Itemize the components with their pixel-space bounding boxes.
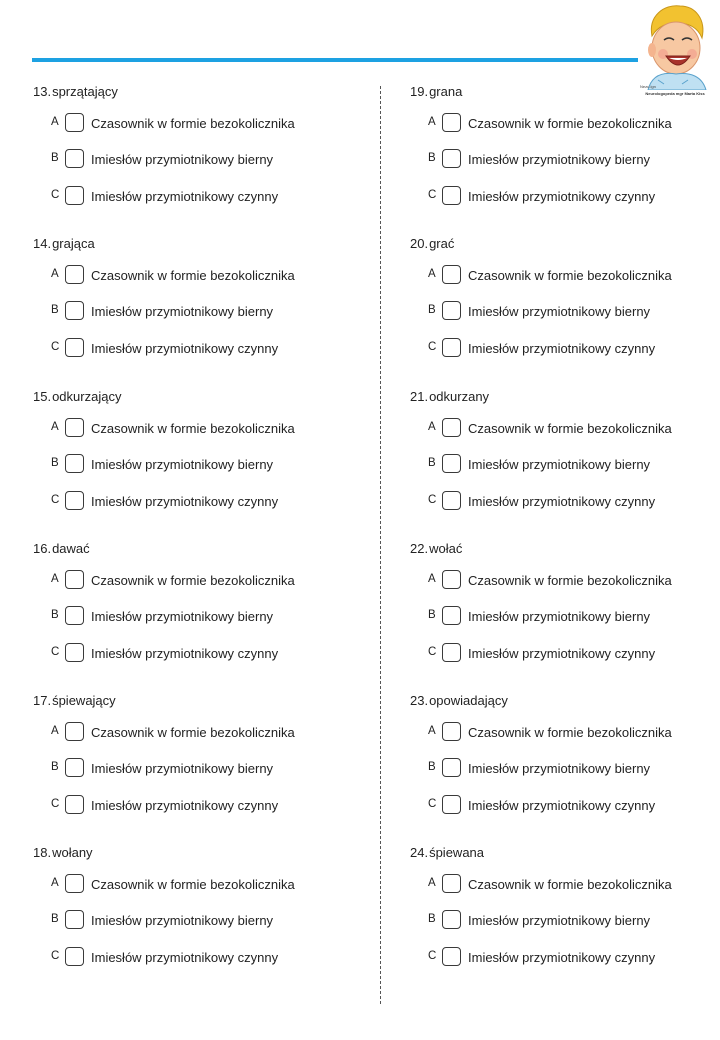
option-a bbox=[428, 265, 720, 287]
option-label: Imiesłów przymiotnikowy bierny bbox=[468, 913, 651, 929]
option-b bbox=[428, 910, 720, 932]
option-a bbox=[51, 113, 351, 135]
question-word: wołać bbox=[429, 540, 463, 556]
question-number: 15. bbox=[33, 388, 52, 404]
answer-checkbox[interactable] bbox=[442, 186, 461, 205]
question-title bbox=[410, 389, 489, 405]
option-letter: C bbox=[428, 950, 437, 963]
option-letter: A bbox=[428, 116, 436, 128]
option-letter: B bbox=[51, 761, 59, 774]
option-letter: C bbox=[51, 341, 60, 354]
option-label: Imiesłów przymiotnikowy bierny bbox=[91, 152, 274, 167]
question-14 bbox=[33, 236, 353, 388]
option-label: Imiesłów przymiotnikowy czynny bbox=[468, 950, 656, 966]
option-a bbox=[428, 570, 720, 592]
option-label: Czasownik w formie bezokolicznika bbox=[91, 877, 295, 893]
option-label: Czasownik w formie bezokolicznika bbox=[468, 877, 672, 893]
right-question-column bbox=[410, 84, 720, 998]
option-a bbox=[428, 722, 720, 744]
option-label: Imiesłów przymiotnikowy czynny bbox=[468, 798, 656, 814]
option-label: Imiesłów przymiotnikowy czynny bbox=[91, 798, 279, 814]
option-letter: B bbox=[51, 456, 59, 469]
option-letter: B bbox=[51, 304, 59, 317]
answer-checkbox[interactable] bbox=[65, 643, 84, 662]
option-label: Imiesłów przymiotnikowy bierny bbox=[468, 152, 651, 167]
answer-checkbox[interactable] bbox=[442, 722, 461, 741]
option-label: Czasownik w formie bezokolicznika bbox=[468, 420, 672, 436]
question-number: 14. bbox=[33, 236, 52, 252]
option-c bbox=[428, 491, 720, 513]
option-b bbox=[428, 149, 720, 171]
question-title bbox=[33, 845, 93, 861]
question-title bbox=[410, 84, 462, 100]
option-a bbox=[428, 874, 720, 896]
question-13 bbox=[33, 84, 353, 236]
option-letter: A bbox=[428, 725, 436, 738]
question-word: wołany bbox=[52, 845, 93, 861]
option-letter: B bbox=[428, 152, 436, 164]
answer-checkbox[interactable] bbox=[65, 418, 84, 437]
option-label: Czasownik w formie bezokolicznika bbox=[91, 572, 295, 588]
question-word: grająca bbox=[52, 236, 95, 252]
answer-checkbox[interactable] bbox=[65, 910, 84, 929]
option-label: Czasownik w formie bezokolicznika bbox=[91, 268, 295, 284]
question-word: sprzątający bbox=[52, 84, 118, 99]
answer-checkbox[interactable] bbox=[442, 491, 461, 510]
option-label: Imiesłów przymiotnikowy czynny bbox=[91, 645, 279, 661]
option-label: Imiesłów przymiotnikowy bierny bbox=[91, 304, 274, 320]
option-b bbox=[51, 758, 351, 780]
question-number: 23. bbox=[410, 693, 429, 709]
option-letter: B bbox=[428, 456, 436, 469]
question-word: grać bbox=[429, 236, 455, 252]
option-label: Czasownik w formie bezokolicznika bbox=[91, 420, 295, 436]
option-letter: A bbox=[428, 877, 436, 890]
option-b bbox=[428, 454, 720, 476]
question-word: odkurzający bbox=[52, 388, 122, 404]
question-title bbox=[410, 693, 508, 709]
question-number: 20. bbox=[410, 236, 429, 252]
answer-checkbox[interactable] bbox=[65, 454, 84, 473]
option-letter: A bbox=[51, 420, 59, 433]
option-letter: B bbox=[428, 913, 436, 926]
option-letter: A bbox=[51, 572, 59, 585]
question-19 bbox=[410, 84, 720, 236]
question-17 bbox=[33, 693, 353, 845]
column-divider bbox=[380, 86, 381, 1004]
option-b bbox=[51, 301, 351, 323]
option-label: Imiesłów przymiotnikowy bierny bbox=[91, 913, 274, 929]
option-letter: C bbox=[428, 341, 437, 354]
question-number: 22. bbox=[410, 540, 429, 556]
option-a bbox=[51, 874, 351, 896]
answer-checkbox[interactable] bbox=[442, 301, 461, 320]
question-number: 16. bbox=[33, 540, 52, 556]
answer-checkbox[interactable] bbox=[65, 947, 84, 966]
option-b bbox=[51, 606, 351, 628]
question-18 bbox=[33, 845, 353, 997]
question-title bbox=[33, 84, 118, 100]
option-letter: C bbox=[428, 493, 437, 506]
answer-checkbox[interactable] bbox=[442, 874, 461, 893]
answer-checkbox[interactable] bbox=[442, 910, 461, 929]
answer-checkbox[interactable] bbox=[442, 606, 461, 625]
answer-checkbox[interactable] bbox=[65, 491, 84, 510]
option-label: Imiesłów przymiotnikowy bierny bbox=[468, 456, 651, 472]
answer-checkbox[interactable] bbox=[65, 265, 84, 284]
option-b bbox=[51, 910, 351, 932]
option-letter: B bbox=[428, 761, 436, 774]
question-title bbox=[33, 389, 121, 405]
option-letter: C bbox=[51, 950, 60, 963]
option-label: Czasownik w formie bezokolicznika bbox=[468, 116, 672, 131]
option-label: Czasownik w formie bezokolicznika bbox=[91, 116, 295, 131]
question-15 bbox=[33, 389, 353, 541]
question-16 bbox=[33, 541, 353, 693]
option-label: Czasownik w formie bezokolicznika bbox=[468, 268, 672, 284]
answer-checkbox[interactable] bbox=[442, 149, 461, 168]
question-21 bbox=[410, 389, 720, 541]
question-number: 19. bbox=[410, 84, 429, 99]
header-accent-bar bbox=[32, 58, 638, 62]
answer-checkbox[interactable] bbox=[442, 265, 461, 284]
answer-checkbox[interactable] bbox=[442, 795, 461, 814]
answer-checkbox[interactable] bbox=[65, 874, 84, 893]
question-word: dawać bbox=[52, 540, 90, 556]
question-number: 18. bbox=[33, 845, 52, 861]
option-letter: A bbox=[51, 725, 59, 738]
option-a bbox=[51, 265, 351, 287]
answer-checkbox[interactable] bbox=[442, 454, 461, 473]
answer-checkbox[interactable] bbox=[442, 758, 461, 777]
question-22 bbox=[410, 541, 720, 693]
question-20 bbox=[410, 236, 720, 388]
option-c bbox=[51, 186, 351, 208]
option-label: Imiesłów przymiotnikowy bierny bbox=[91, 608, 274, 624]
option-b bbox=[428, 606, 720, 628]
question-title bbox=[33, 236, 95, 252]
option-a bbox=[428, 418, 720, 440]
answer-checkbox[interactable] bbox=[65, 758, 84, 777]
option-c bbox=[51, 491, 351, 513]
answer-checkbox[interactable] bbox=[442, 570, 461, 589]
option-letter: B bbox=[428, 608, 436, 621]
option-c bbox=[428, 947, 720, 969]
option-c bbox=[51, 947, 351, 969]
question-23 bbox=[410, 693, 720, 845]
option-label: Imiesłów przymiotnikowy czynny bbox=[468, 645, 656, 661]
option-c bbox=[428, 186, 720, 208]
option-label: Imiesłów przymiotnikowy czynny bbox=[91, 950, 279, 966]
option-letter: C bbox=[51, 493, 60, 506]
option-c bbox=[51, 338, 351, 360]
answer-checkbox[interactable] bbox=[442, 113, 461, 132]
option-label: Imiesłów przymiotnikowy czynny bbox=[91, 493, 279, 509]
option-letter: B bbox=[51, 913, 59, 926]
answer-checkbox[interactable] bbox=[442, 338, 461, 357]
option-letter: B bbox=[51, 608, 59, 621]
answer-checkbox[interactable] bbox=[65, 186, 84, 205]
option-c bbox=[428, 643, 720, 665]
question-title bbox=[33, 693, 116, 709]
option-letter: C bbox=[428, 798, 437, 811]
answer-checkbox[interactable] bbox=[442, 947, 461, 966]
option-b bbox=[51, 149, 351, 171]
option-letter: C bbox=[51, 798, 60, 811]
option-b bbox=[51, 454, 351, 476]
logo-top-text: Nezu.lgn bbox=[640, 84, 656, 89]
option-letter: C bbox=[51, 645, 60, 658]
option-label: Imiesłów przymiotnikowy czynny bbox=[91, 189, 279, 204]
option-letter: A bbox=[51, 877, 59, 890]
answer-checkbox[interactable] bbox=[65, 113, 84, 132]
question-number: 21. bbox=[410, 388, 429, 404]
option-a bbox=[428, 113, 720, 135]
option-label: Imiesłów przymiotnikowy czynny bbox=[468, 493, 656, 509]
option-c bbox=[428, 795, 720, 817]
option-a bbox=[51, 418, 351, 440]
answer-checkbox[interactable] bbox=[65, 338, 84, 357]
left-question-column bbox=[33, 84, 353, 998]
question-title bbox=[410, 845, 484, 861]
option-letter: C bbox=[428, 645, 437, 658]
option-letter: B bbox=[428, 304, 436, 317]
option-label: Imiesłów przymiotnikowy bierny bbox=[91, 456, 274, 472]
question-number: 24. bbox=[410, 845, 429, 861]
question-word: odkurzany bbox=[429, 388, 490, 404]
answer-checkbox[interactable] bbox=[442, 418, 461, 437]
option-letter: A bbox=[51, 268, 59, 281]
answer-checkbox[interactable] bbox=[65, 606, 84, 625]
option-c bbox=[428, 338, 720, 360]
option-b bbox=[428, 301, 720, 323]
answer-checkbox[interactable] bbox=[65, 795, 84, 814]
question-number: 13. bbox=[33, 84, 52, 99]
option-letter: B bbox=[51, 152, 59, 164]
option-label: Imiesłów przymiotnikowy bierny bbox=[468, 761, 651, 777]
answer-checkbox[interactable] bbox=[65, 301, 84, 320]
option-letter: C bbox=[51, 189, 60, 201]
option-letter: A bbox=[51, 116, 59, 128]
option-letter: C bbox=[428, 189, 437, 201]
logo-caption: Neurologopeda mgr Marta Kiss bbox=[645, 91, 705, 96]
question-word: grana bbox=[429, 84, 463, 99]
option-c bbox=[51, 643, 351, 665]
option-letter: A bbox=[428, 572, 436, 585]
answer-checkbox[interactable] bbox=[442, 643, 461, 662]
answer-checkbox[interactable] bbox=[65, 149, 84, 168]
option-label: Imiesłów przymiotnikowy bierny bbox=[91, 761, 274, 777]
question-title bbox=[410, 541, 462, 557]
answer-checkbox[interactable] bbox=[65, 722, 84, 741]
option-label: Czasownik w formie bezokolicznika bbox=[91, 725, 295, 741]
question-word: śpiewana bbox=[429, 845, 485, 861]
option-label: Imiesłów przymiotnikowy czynny bbox=[91, 341, 279, 357]
option-label: Czasownik w formie bezokolicznika bbox=[468, 725, 672, 741]
question-title bbox=[410, 236, 454, 252]
option-letter: A bbox=[428, 420, 436, 433]
question-number: 17. bbox=[33, 693, 52, 709]
option-letter: A bbox=[428, 268, 436, 281]
option-a bbox=[51, 570, 351, 592]
option-b bbox=[428, 758, 720, 780]
option-label: Imiesłów przymiotnikowy czynny bbox=[468, 189, 656, 204]
question-title bbox=[33, 541, 90, 557]
option-label: Imiesłów przymiotnikowy bierny bbox=[468, 304, 651, 320]
option-label: Czasownik w formie bezokolicznika bbox=[468, 572, 672, 588]
option-c bbox=[51, 795, 351, 817]
question-24 bbox=[410, 845, 720, 997]
option-a bbox=[51, 722, 351, 744]
answer-checkbox[interactable] bbox=[65, 570, 84, 589]
option-label: Imiesłów przymiotnikowy bierny bbox=[468, 608, 651, 624]
question-word: opowiadający bbox=[429, 693, 508, 709]
option-label: Imiesłów przymiotnikowy czynny bbox=[468, 341, 656, 357]
question-word: śpiewający bbox=[52, 693, 116, 709]
